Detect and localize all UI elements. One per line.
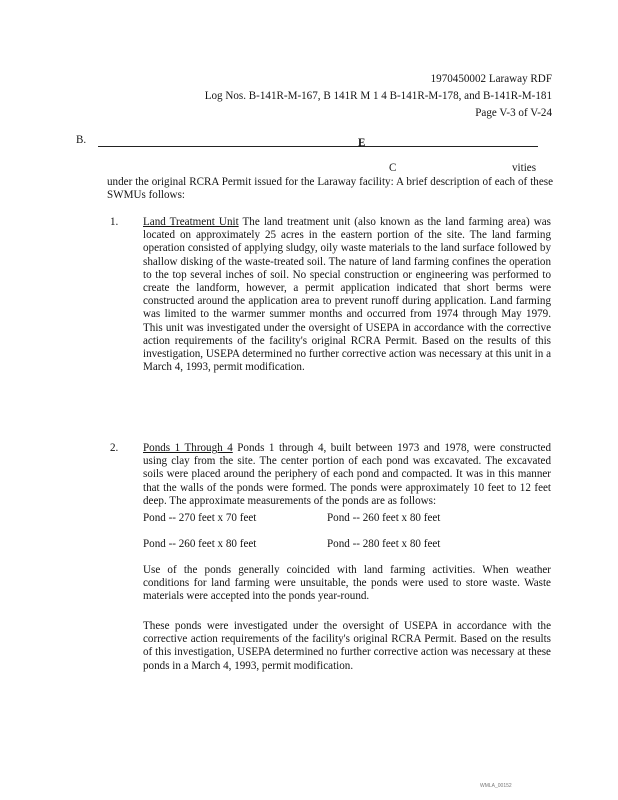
- item1-text: The land treatment unit (also known as the land farming area) was located on approximately 25 acres in the eastern portion of the site. The land farming operation consisted of applying sludgy, oily waste materials to the land surface followed by shallow disking of the waste-treated soil. The nature of land farming confines the operation to the top several inches of soil. No special construction or engineering was performed to create the landform, however, a permit application indicated that short berms were constructed around the application area to prevent runoff during application. Land farming was limited to the warmer summer months and occurred from 1974 through May 1979. This unit was investigated under the oversight of USEPA in accordance with the corrective action requirements of the facility's original RCRA Permit. Based on the results of this investigation, USEPA determined no further corrective action was necessary at this unit in a March 4, 1993, permit modification.: [143, 216, 551, 374]
- section-letter: B.: [76, 134, 87, 146]
- document-id: 1970450002 Laraway RDF: [430, 73, 552, 85]
- heading-redaction-line: [98, 146, 538, 147]
- bates-stamp: WMLA_00152: [480, 783, 512, 789]
- pond-measurement: Pond -- 260 feet x 80 feet: [327, 512, 441, 524]
- pond-measurement: Pond -- 270 feet x 70 feet: [143, 512, 257, 524]
- log-numbers: Log Nos. B-141R-M-167, B 141R M 1 4 B-141R-M-178, and B-141R-M-181: [204, 90, 552, 102]
- pond-measurement: Pond -- 260 feet x 80 feet: [143, 538, 257, 550]
- heading-word-end: vities: [512, 162, 537, 174]
- item2-paragraph: [143, 442, 551, 508]
- item2-text: Ponds 1 through 4, built between 1973 and 1978, were constructed using clay from the site. The center portion of each pond was excavated. The excavated soils were placed around the periphery of each pond and compacted. It was in this manner that the walls of the ponds were formed. The ponds were approximately 10 feet to 12 feet deep. The approximate measurements of the ponds are as follows:: [143, 442, 551, 507]
- item1-paragraph: [143, 216, 551, 374]
- pond-measurement: Pond -- 280 feet x 80 feet: [327, 538, 441, 550]
- item2-number: 2.: [110, 442, 119, 454]
- item1-title: Land Treatment Unit: [143, 216, 239, 228]
- heading-fragment: E: [358, 137, 366, 149]
- heading-word-start: C: [389, 162, 397, 174]
- item2-paragraph-2: Use of the ponds generally coincided with land farming activities. When weather conditions for land farming were unsuitable, the ponds were used to store waste. Waste materials were accepted into the ponds year-round.: [143, 564, 551, 603]
- item2-title: Ponds 1 Through 4: [143, 442, 233, 454]
- item1-number: 1.: [110, 216, 119, 228]
- item2-paragraph-3: These ponds were investigated under the oversight of USEPA in accordance with the corrective action requirements of the facility's original RCRA Permit. Based on the results of this investigation, USEPA determined no further corrective action was necessary at these ponds in a March 4, 1993, permit modification.: [143, 620, 551, 672]
- intro-paragraph: under the original RCRA Permit issued for the Laraway facility: A brief description of each of these SWMUs follows:: [107, 176, 553, 202]
- page-number: Page V-3 of V-24: [475, 107, 552, 119]
